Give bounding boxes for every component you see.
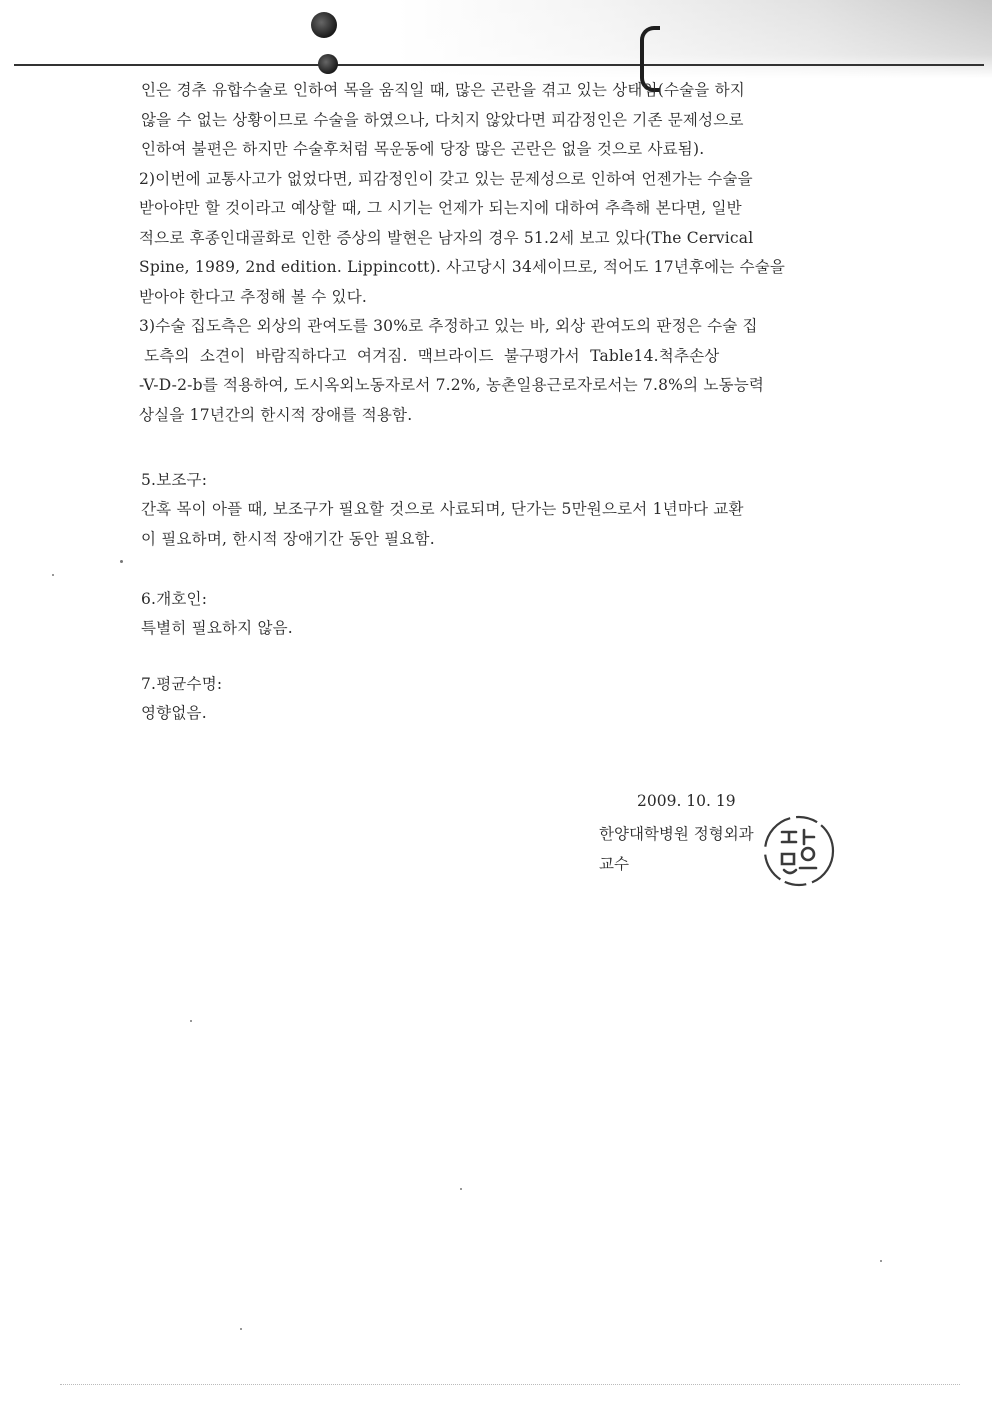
scan-speck [880, 1260, 882, 1262]
scan-speck [190, 1020, 192, 1022]
section-life-expectancy [141, 670, 861, 729]
paragraph-continuation [141, 76, 861, 165]
official-seal-stamp [760, 812, 838, 890]
section-heading: 6.개호인: [141, 590, 208, 608]
text-line: 적으로 후종인대골화로 인한 증상의 발현은 남자의 경우 51.2세 보고 있다(The Cervical [139, 228, 754, 247]
signature-affiliation: 한양대학병원 정형외과 [599, 825, 754, 843]
text-line: 특별히 필요하지 않음. [141, 619, 293, 637]
scan-bottom-edge [60, 1384, 960, 1385]
scan-speck [52, 574, 54, 576]
text-line: 2)이번에 교통사고가 없었다면, 피감정인이 갖고 있는 문제성으로 인하여 언젠가는 수술을 [139, 169, 753, 188]
scan-speck [460, 1188, 462, 1190]
text-line: -V-D-2-b를 적용하여, 도시옥외노동자로서 7.2%, 농촌일용근로자로서는 7.8%의 노동능력 [139, 376, 765, 394]
text-line: Spine, 1989, 2nd edition. Lippincott). 사고당시 34세이므로, 적어도 17년후에는 수술을 [139, 258, 786, 276]
seal-glyphs [782, 830, 816, 873]
text-line: 3)수술 집도측은 외상의 관여도를 30%로 추정하고 있는 바, 외상 관여도의 판정은 수술 집 [139, 317, 758, 335]
document-body [141, 76, 861, 728]
signature-date: 2009. 10. 19 [637, 792, 736, 810]
text-line: 받아야만 할 것이라고 예상할 때, 그 시기는 언제가 되는지에 대하여 추측해 본다면, 일반 [139, 199, 742, 217]
header-rule [14, 64, 984, 66]
section-gap [141, 554, 861, 585]
text-line: 않을 수 없는 상황이므로 수술을 하였으나, 다치지 않았다면 피감정인은 기존 문제성으로 [141, 110, 744, 129]
section-heading: 7.평균수명: [141, 674, 223, 693]
signature-title: 교수 [599, 855, 629, 873]
paragraph-item-3 [139, 312, 861, 430]
text-line: 받아야 한다고 추정해 볼 수 있다. [139, 287, 368, 306]
text-line: 간혹 목이 아플 때, 보조구가 필요할 것으로 사료되며, 단가는 5만원으로서 1년마다 교환 [141, 500, 744, 518]
text-line: 상실을 17년간의 한시적 장애를 적용함. [139, 405, 413, 424]
section-heading: 5.보조구: [141, 471, 208, 489]
scan-speck [240, 1328, 242, 1330]
section-caregiver [141, 585, 861, 644]
text-line: 영향없음. [141, 703, 207, 722]
section-gap [141, 644, 861, 670]
text-line: 이 필요하며, 한시적 장애기간 동안 필요함. [141, 529, 435, 548]
paragraph-item-2 [139, 165, 861, 313]
seal-ring [765, 817, 833, 885]
section-gap [141, 430, 861, 466]
text-line: 인하여 불편은 하지만 수술후처럼 목운동에 당장 많은 곤란은 없을 것으로 사료됨). [141, 140, 705, 158]
scan-speck [120, 560, 123, 563]
punch-hole [311, 12, 337, 38]
text-line: 인은 경추 유합수술로 인하여 목을 움직일 때, 많은 곤란을 겪고 있는 상태임(수술을 하지 [141, 81, 745, 99]
punch-hole [318, 54, 338, 74]
text-line: 도측의 소견이 바람직하다고 여겨짐. 맥브라이드 불구평가서 Table14.척추손상 [139, 346, 720, 365]
section-aux-device [141, 466, 861, 554]
scan-top-band-fade [0, 0, 992, 78]
